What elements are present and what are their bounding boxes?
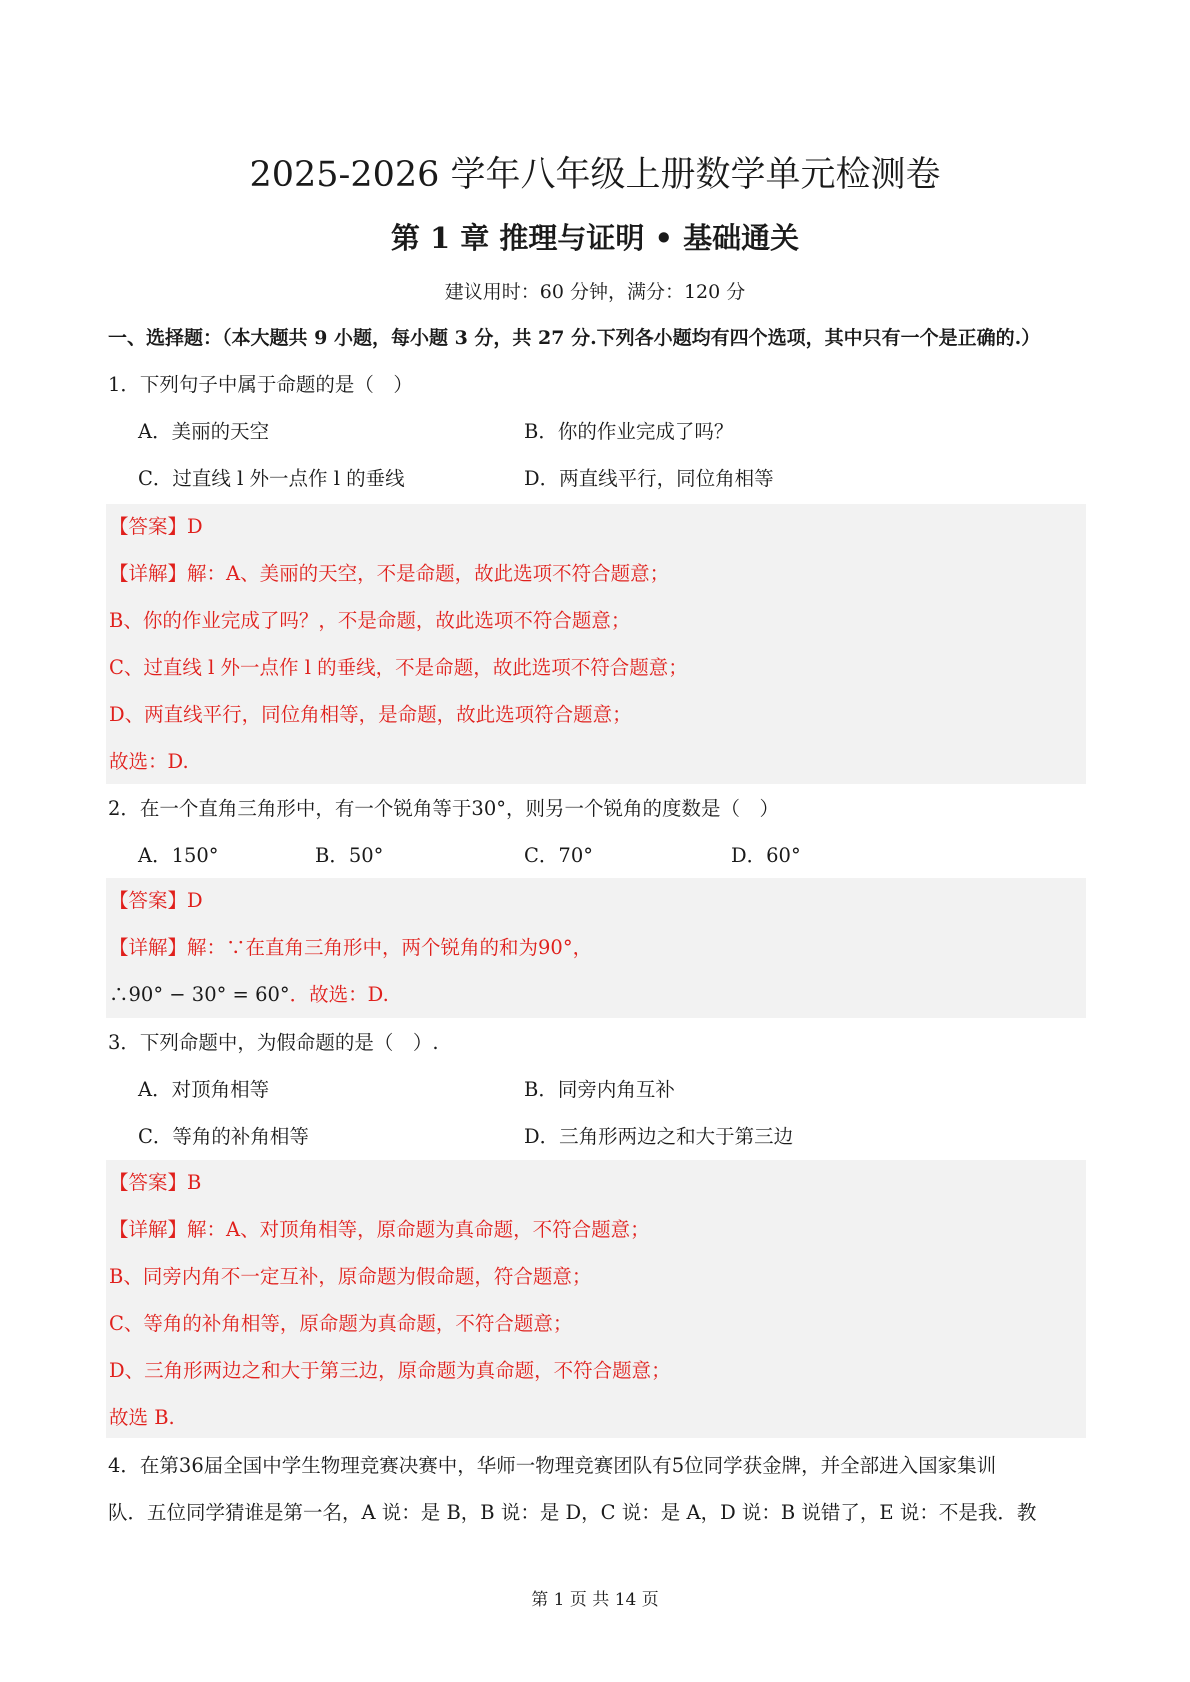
question-1-stem: 1．下列句子中属于命题的是（ ） (108, 373, 413, 396)
question-2-answer: 【答案】D (109, 889, 203, 912)
detail-label: 【详解】 (109, 936, 188, 959)
question-1-conclusion: 故选：D. (109, 750, 189, 773)
question-1-option-b: B．你的作业完成了吗？ (524, 420, 734, 443)
detail-label: 【详解】 (109, 562, 188, 585)
detail-text: ．故选：D. (289, 983, 389, 1006)
question-3-answer-box (106, 1160, 1086, 1438)
question-1-detail-line-3: C、过直线 l 外一点作 l 的垂线，不是命题，故此选项不符合题意； (109, 656, 688, 679)
question-1-option-d: D．两直线平行，同位角相等 (524, 467, 774, 490)
question-3-detail-line-2: B、同旁内角不一定互补，原命题为假命题，符合题意； (109, 1265, 592, 1288)
detail-text: 解：A、对顶角相等，原命题为真命题，不符合题意； (187, 1218, 650, 1241)
question-1-answer: 【答案】D (109, 515, 203, 538)
question-2-option-a: A．150° (138, 844, 219, 867)
detail-text: 解：∵在直角三角形中，两个锐角的和为90°， (187, 936, 593, 959)
question-3-conclusion: 故选 B. (109, 1406, 175, 1429)
question-3-option-d: D．三角形两边之和大于第三边 (524, 1125, 794, 1148)
question-1-detail-line-2: B、你的作业完成了吗？，不是命题，故此选项不符合题意； (109, 609, 631, 632)
question-1-option-a: A．美丽的天空 (138, 420, 270, 443)
math-expression: ∴90° − 30° = 60° (109, 983, 290, 1006)
question-1-answer-box (106, 504, 1086, 784)
question-4-line-2: 队．五位同学猜谁是第一名，A 说：是 B，B 说：是 D，C 说：是 A，D 说：B 说错了，E 说：不是我．教 (108, 1501, 1037, 1524)
question-3-detail-line-1 (109, 1215, 1069, 1245)
question-3-option-c: C．等角的补角相等 (138, 1125, 309, 1148)
question-1-detail-line-4: D、两直线平行，同位角相等，是命题，故此选项符合题意； (109, 703, 632, 726)
question-3-detail-line-4: D、三角形两边之和大于第三边，原命题为真命题，不符合题意； (109, 1359, 671, 1382)
question-2-detail-line-2 (109, 980, 1069, 1010)
question-1-option-c: C．过直线 l 外一点作 l 的垂线 (138, 467, 405, 490)
question-3-answer: 【答案】B (109, 1171, 202, 1194)
detail-text: 解：A、美丽的天空，不是命题，故此选项不符合题意； (187, 562, 670, 585)
question-4-line-1: 4．在第36届全国中学生物理竞赛决赛中，华师一物理竞赛团队有5位同学获金牌，并全部进入国家集训 (108, 1454, 997, 1477)
page-title: 2025-2026 学年八年级上册数学单元检测卷 (249, 155, 941, 195)
page-subtitle: 第 1 章 推理与证明 • 基础通关 (390, 221, 800, 255)
question-3-stem: 3．下列命题中，为假命题的是（ ）. (108, 1031, 439, 1054)
question-3-option-a: A．对顶角相等 (138, 1078, 270, 1101)
detail-label: 【详解】 (109, 1218, 188, 1241)
question-2-option-d: D．60° (731, 844, 801, 867)
question-1-detail-line-1 (109, 559, 1069, 589)
question-2-option-b: B．50° (315, 844, 384, 867)
page-footer: 第 1 页 共 14 页 (531, 1590, 659, 1610)
question-3-detail-line-3: C、等角的补角相等，原命题为真命题，不符合题意； (109, 1312, 573, 1335)
question-2-detail-line-1 (109, 933, 1069, 963)
section-heading: 一、选择题：（本大题共 9 小题，每小题 3 分，共 27 分.下列各小题均有四个选项，其中只有一个是正确的.） (108, 327, 1041, 349)
question-2-stem: 2．在一个直角三角形中，有一个锐角等于30°，则另一个锐角的度数是（ ） (108, 797, 779, 820)
exam-meta: 建议用时：60 分钟，满分：120 分 (444, 281, 746, 303)
question-2-option-c: C．70° (524, 844, 593, 867)
question-3-option-b: B．同旁内角互补 (524, 1078, 675, 1101)
